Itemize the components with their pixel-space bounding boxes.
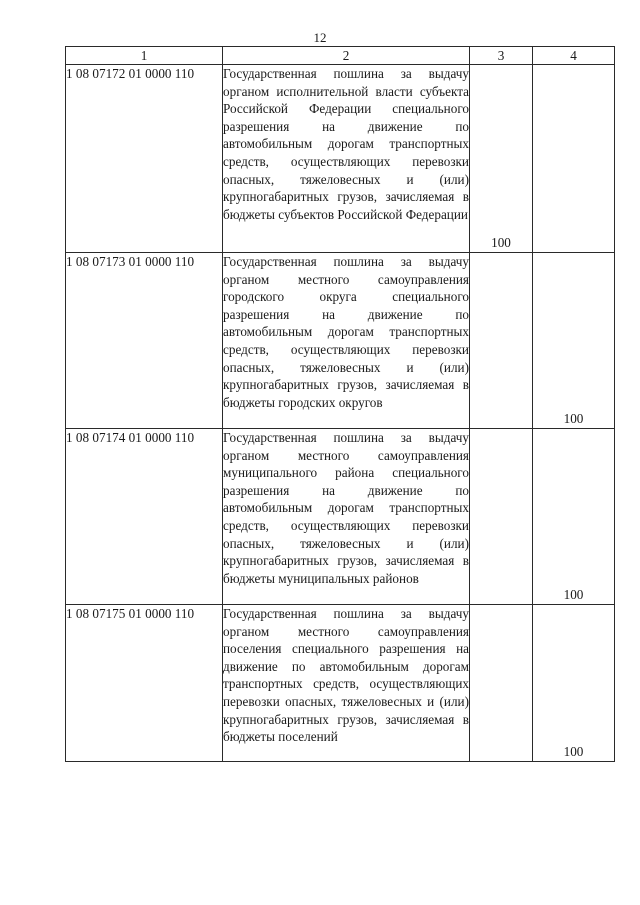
value-col-3 xyxy=(470,253,533,429)
classification-code: 1 08 07174 01 0000 110 xyxy=(66,429,223,605)
value-col-4: 100 xyxy=(533,605,615,762)
classification-code: 1 08 07173 01 0000 110 xyxy=(66,253,223,429)
value-col-3 xyxy=(470,605,533,762)
revenue-description: Государственная пошлина за выдачу органом исполнительной власти субъекта Российской Федерации специального разрешения на движение по автомобильным дорогам транспортных средств, осуществляющих перевозки опасных, тяжеловесных и (или) крупногабаритных грузов, зачисляемая в бюджеты субъектов Российской Федерации xyxy=(223,65,470,253)
revenue-description: Государственная пошлина за выдачу органом местного самоуправления муниципального района специального разрешения на движение по автомобильным дорогам транспортных средств, осуществляющих перевозки опасных, тяжеловесных и (или) крупногабаритных грузов, зачисляемая в бюджеты муниципальных районов xyxy=(223,429,470,605)
table-row xyxy=(66,429,615,605)
value-col-3 xyxy=(470,429,533,605)
header-col-4: 4 xyxy=(533,47,615,65)
revenue-description: Государственная пошлина за выдачу органом местного самоуправления поселения специального разрешения на движение по автомобильным дорогам транспортных средств, осуществляющих перевозки опасных, тяжеловесных и (или) крупногабаритных грузов, зачисляемая в бюджеты поселений xyxy=(223,605,470,762)
page-number: 12 xyxy=(313,30,327,45)
value-col-4: 100 xyxy=(533,429,615,605)
table-row xyxy=(66,65,615,253)
value-col-3: 100 xyxy=(470,65,533,253)
table-row xyxy=(66,605,615,762)
classification-code: 1 08 07172 01 0000 110 xyxy=(66,65,223,253)
header-col-3: 3 xyxy=(470,47,533,65)
table-header-row xyxy=(66,47,615,65)
value-col-4 xyxy=(533,65,615,253)
header-col-2: 2 xyxy=(223,47,470,65)
value-col-4: 100 xyxy=(533,253,615,429)
header-col-1: 1 xyxy=(66,47,223,65)
classification-code: 1 08 07175 01 0000 110 xyxy=(66,605,223,762)
revenue-description: Государственная пошлина за выдачу органом местного самоуправления городского округа специального разрешения на движение по автомобильным дорогам транспортных средств, осуществляющих перевозки опасных, тяжеловесных и (или) крупногабаритных грузов, зачисляемая в бюджеты городских округов xyxy=(223,253,470,429)
table-row xyxy=(66,253,615,429)
budget-revenue-table xyxy=(65,46,615,762)
